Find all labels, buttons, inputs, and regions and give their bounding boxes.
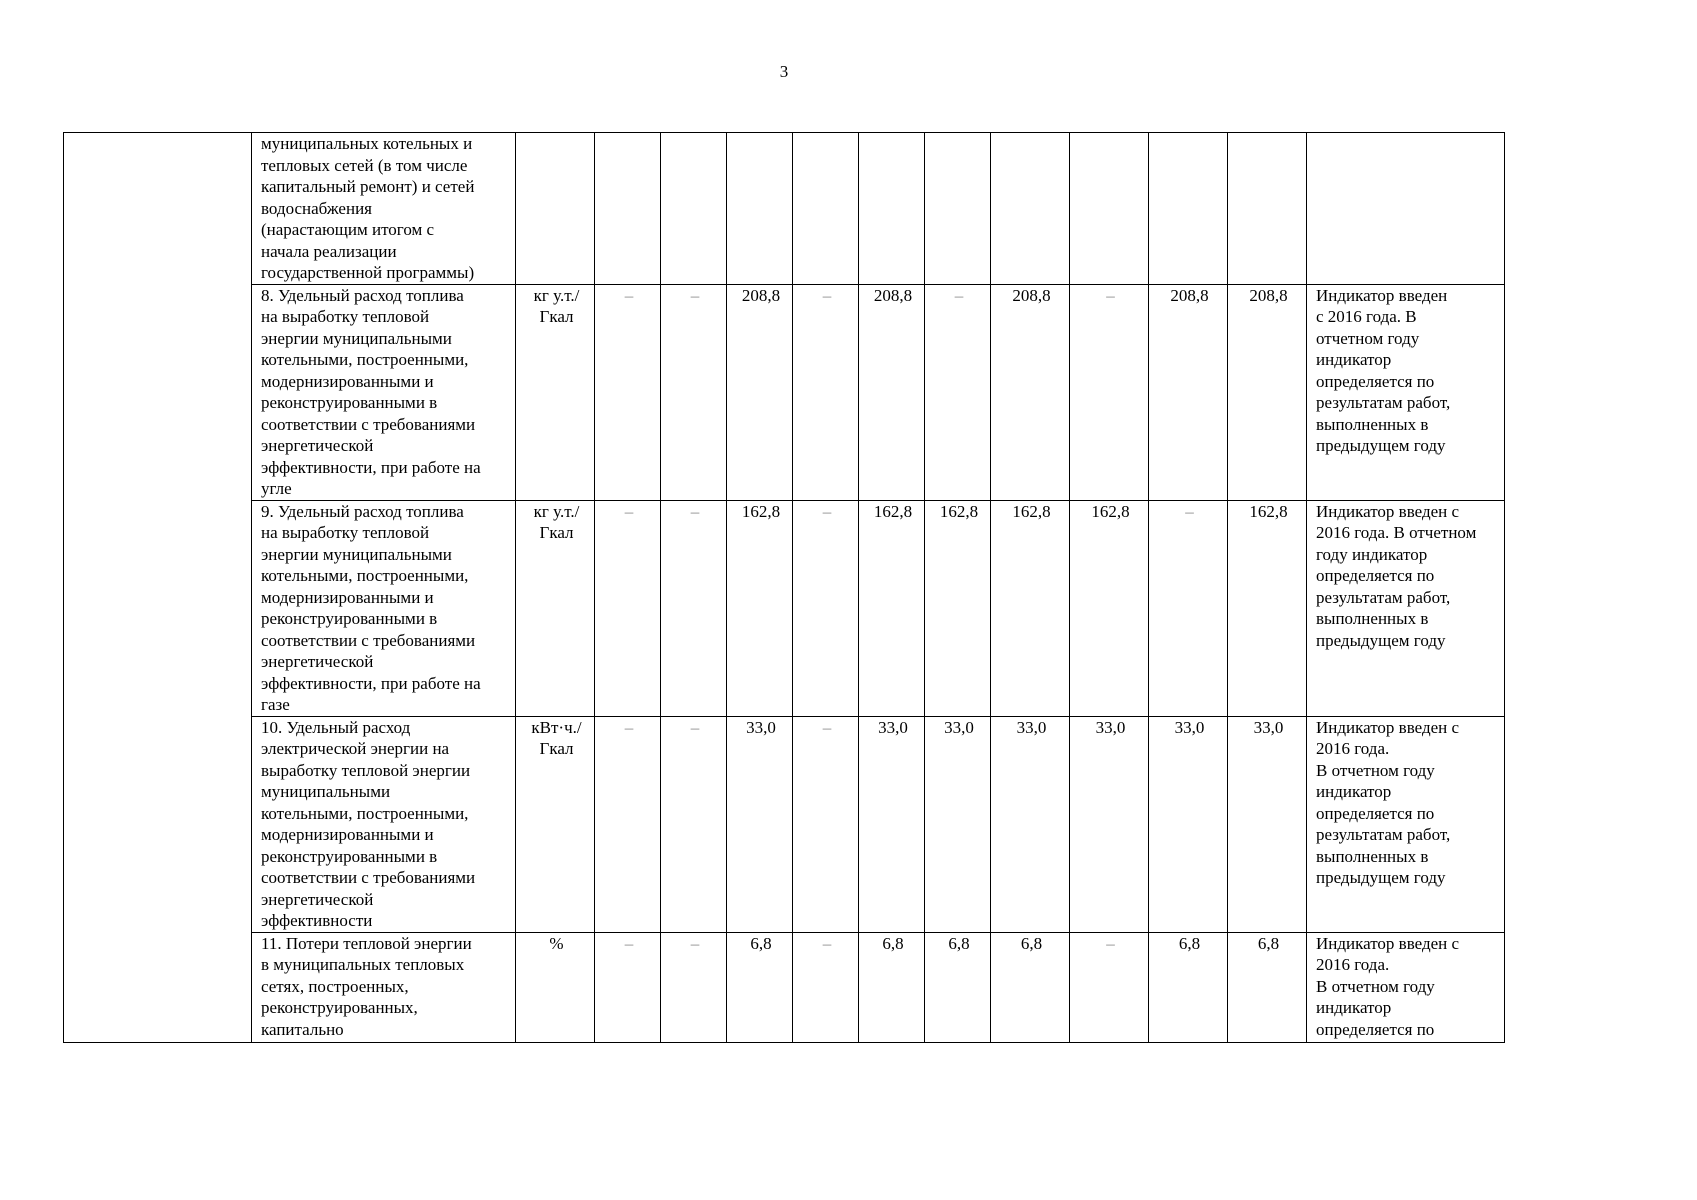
indicator-name-cell xyxy=(252,716,516,932)
value-cell xyxy=(925,716,991,932)
indicator-name-cell xyxy=(252,932,516,1042)
note-cell xyxy=(1307,133,1505,285)
value-cell-text: 6,8 xyxy=(948,933,970,953)
unit-cell-text: кг у.т./ Гкал xyxy=(533,501,580,542)
value-cell xyxy=(1070,932,1149,1042)
value-cell xyxy=(793,932,859,1042)
table-row xyxy=(64,716,1505,932)
value-cell-text: – xyxy=(624,501,634,521)
indicators-table-body xyxy=(64,133,1505,1043)
value-cell-text: 162,8 xyxy=(939,501,979,521)
value-cell-text: 6,8 xyxy=(1178,933,1201,953)
value-cell-text: 208,8 xyxy=(741,285,781,305)
value-cell xyxy=(1149,500,1228,716)
value-cell-text: 6,8 xyxy=(750,933,772,953)
value-cell-text: 33,0 xyxy=(1095,717,1126,737)
value-cell-text: 33,0 xyxy=(1253,717,1284,737)
table-row xyxy=(64,932,1505,1042)
unit-cell xyxy=(516,284,595,500)
value-cell xyxy=(859,932,925,1042)
indicators-table xyxy=(63,132,1505,1043)
value-cell xyxy=(1149,284,1228,500)
value-cell xyxy=(595,284,661,500)
merged-blank-cell xyxy=(64,133,252,1043)
value-cell xyxy=(859,133,925,285)
table-row xyxy=(64,133,1505,285)
indicator-name-cell-text: 8. Удельный расход топлива на выработку тепловой энергии муниципальными котельными, построенными, модернизированными и реконструированными в соответствии с требованиями энергетической эффективности, при работе на угле xyxy=(261,285,481,498)
value-cell xyxy=(727,284,793,500)
value-cell xyxy=(727,133,793,285)
value-cell xyxy=(595,133,661,285)
value-cell xyxy=(727,932,793,1042)
indicator-name-cell-text: 11. Потери тепловой энергии в муниципальных тепловых сетях, построенных, реконструированных, капитально xyxy=(261,933,472,1039)
value-cell xyxy=(1070,284,1149,500)
value-cell xyxy=(1228,284,1307,500)
value-cell xyxy=(661,932,727,1042)
value-cell xyxy=(1228,133,1307,285)
indicator-name-cell-text: 10. Удельный расход электрической энергии на выработку тепловой энергии муниципальными котельными, построенными, модернизированными и реконструированными в соответствии с требованиями энергетической эффективности xyxy=(261,717,476,930)
unit-cell xyxy=(516,133,595,285)
value-cell-text: – xyxy=(690,717,700,737)
note-cell xyxy=(1307,284,1505,500)
value-cell-text: 162,8 xyxy=(1249,501,1288,521)
indicator-name-cell-text: 9. Удельный расход топлива на выработку тепловой энергии муниципальными котельными, построенными, модернизированными и реконструированными в соответствии с требованиями энергетической эффективности, при работе на газе xyxy=(261,501,481,714)
value-cell-text: 162,8 xyxy=(1012,501,1051,521)
unit-cell xyxy=(516,932,595,1042)
value-cell-text: 208,8 xyxy=(1170,285,1209,305)
page-number: 3 xyxy=(779,62,789,81)
value-cell-text: 208,8 xyxy=(873,285,913,305)
indicator-name-cell xyxy=(252,500,516,716)
value-cell-text: – xyxy=(822,501,832,521)
value-cell-text: 33,0 xyxy=(878,717,908,737)
value-cell-text: 208,8 xyxy=(1012,285,1051,305)
value-cell xyxy=(925,932,991,1042)
note-cell xyxy=(1307,716,1505,932)
value-cell xyxy=(925,133,991,285)
value-cell xyxy=(991,133,1070,285)
value-cell xyxy=(661,133,727,285)
value-cell xyxy=(595,932,661,1042)
value-cell xyxy=(1228,500,1307,716)
value-cell-text: – xyxy=(954,285,964,305)
value-cell xyxy=(991,284,1070,500)
value-cell xyxy=(991,932,1070,1042)
value-cell-text: 162,8 xyxy=(1091,501,1130,521)
value-cell-text: 33,0 xyxy=(1016,717,1047,737)
value-cell-text: 208,8 xyxy=(1249,285,1288,305)
value-cell-text: – xyxy=(1185,501,1194,521)
value-cell-text: – xyxy=(1106,285,1115,305)
value-cell-text: 6,8 xyxy=(1257,933,1280,953)
value-cell xyxy=(595,716,661,932)
value-cell-text: 6,8 xyxy=(882,933,904,953)
value-cell-text: 6,8 xyxy=(1020,933,1043,953)
value-cell xyxy=(991,500,1070,716)
value-cell xyxy=(991,716,1070,932)
value-cell-text: 162,8 xyxy=(873,501,913,521)
indicator-name-cell xyxy=(252,284,516,500)
value-cell-text: – xyxy=(1106,933,1115,953)
value-cell xyxy=(1149,932,1228,1042)
value-cell xyxy=(793,284,859,500)
value-cell xyxy=(859,716,925,932)
value-cell xyxy=(595,500,661,716)
value-cell-text: 162,8 xyxy=(741,501,781,521)
value-cell-text: – xyxy=(690,933,700,953)
value-cell xyxy=(1228,932,1307,1042)
value-cell-text: – xyxy=(690,501,700,521)
indicator-name-cell-text: муниципальных котельных и тепловых сетей (в том числе капитальный ремонт) и сетей водоснабжения (нарастающим итогом с начала реализации государственной программы) xyxy=(261,134,475,282)
unit-cell-text: % xyxy=(549,933,564,953)
value-cell-text: 33,0 xyxy=(944,717,974,737)
value-cell-text: – xyxy=(822,717,832,737)
note-cell-text: Индикатор введен с 2016 года. В отчетном году индикатор определяется по результатам работ, выполненных в предыдущем году xyxy=(1316,501,1477,650)
unit-cell-text: кг у.т./ Гкал xyxy=(533,285,580,326)
value-cell xyxy=(661,284,727,500)
value-cell xyxy=(661,716,727,932)
value-cell xyxy=(925,284,991,500)
value-cell xyxy=(859,500,925,716)
value-cell xyxy=(793,716,859,932)
value-cell xyxy=(1070,133,1149,285)
value-cell xyxy=(859,284,925,500)
value-cell xyxy=(1149,133,1228,285)
value-cell xyxy=(793,133,859,285)
note-cell-text: Индикатор введен с 2016 года. В отчетном году индикатор определяется по результатам работ, выполненных в предыдущем году xyxy=(1316,717,1460,887)
value-cell xyxy=(661,500,727,716)
value-cell xyxy=(1228,716,1307,932)
value-cell xyxy=(727,716,793,932)
value-cell-text: – xyxy=(690,285,700,305)
value-cell-text: – xyxy=(822,933,832,953)
indicator-name-cell xyxy=(252,133,516,285)
table-row xyxy=(64,284,1505,500)
note-cell xyxy=(1307,500,1505,716)
unit-cell xyxy=(516,716,595,932)
value-cell-text: – xyxy=(624,717,634,737)
table-row xyxy=(64,500,1505,716)
value-cell xyxy=(1149,716,1228,932)
note-cell xyxy=(1307,932,1505,1042)
unit-cell-text: кВт·ч./ Гкал xyxy=(531,717,582,758)
value-cell-text: 33,0 xyxy=(746,717,776,737)
value-cell xyxy=(727,500,793,716)
value-cell xyxy=(1070,500,1149,716)
value-cell-text: 33,0 xyxy=(1174,717,1205,737)
value-cell-text: – xyxy=(624,285,634,305)
value-cell xyxy=(1070,716,1149,932)
value-cell-text: – xyxy=(822,285,832,305)
value-cell xyxy=(925,500,991,716)
note-cell-text: Индикатор введен с 2016 года. В отчетном году индикатор определяется по результатам работ, выполненных в предыдущем году xyxy=(1316,285,1451,455)
note-cell-text: Индикатор введен с 2016 года. В отчетном году индикатор определяется по xyxy=(1316,933,1460,1039)
value-cell-text: – xyxy=(624,933,634,953)
unit-cell xyxy=(516,500,595,716)
value-cell xyxy=(793,500,859,716)
